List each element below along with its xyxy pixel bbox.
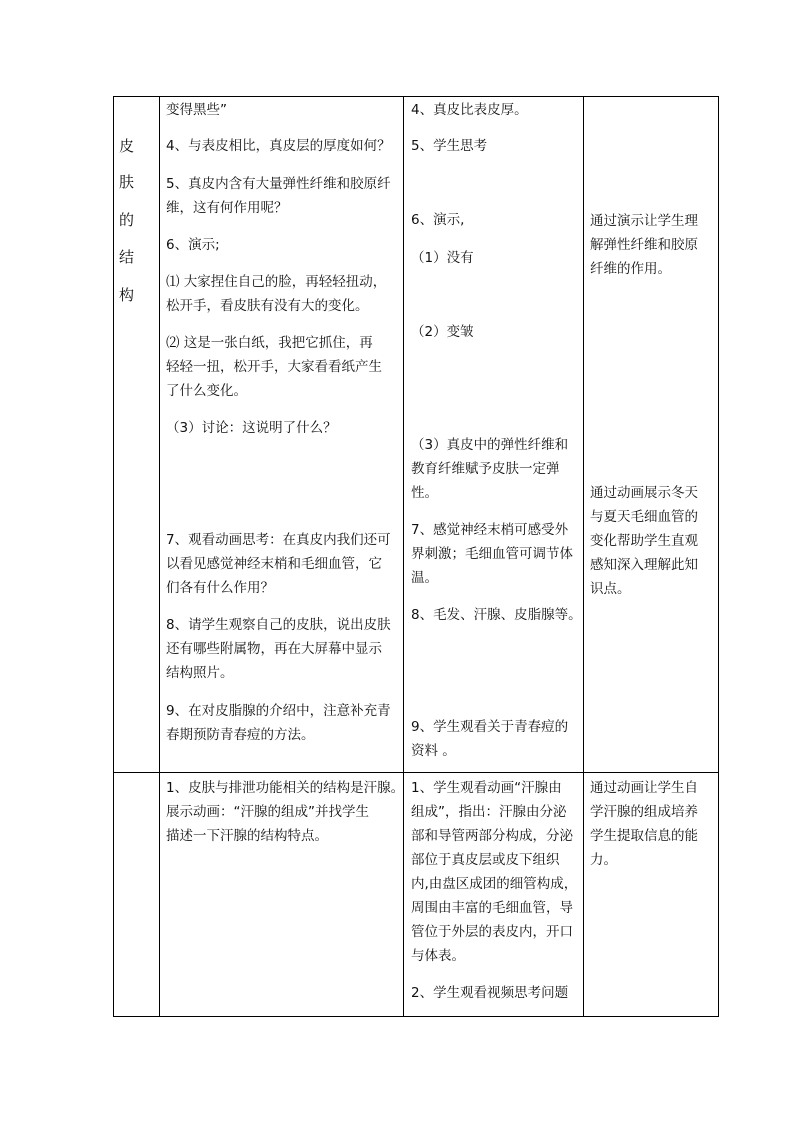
row-divider (113, 772, 719, 773)
intent-text: 感知深入理解此知 (590, 557, 698, 573)
student-text: 1、学生观看动画“汗腺由 (411, 780, 562, 796)
student-text: 部和导管两部分构成，分泌 (411, 828, 573, 844)
table-divider-2 (403, 96, 404, 1017)
section-label-char: 肤 (119, 173, 135, 191)
teacher-text: 轻轻一扭，松开手，大家看看纸产生 (166, 359, 382, 375)
intent-text: 力。 (590, 852, 617, 868)
section-label-char: 的 (119, 211, 135, 229)
teacher-text: 1、皮肤与排泄功能相关的结构是汗腺。 (166, 780, 405, 796)
intent-text: 通过动画展示冬天 (590, 485, 698, 501)
teacher-text: ⑴ 大家捏住自己的脸，再轻轻扭动， (166, 274, 387, 290)
teacher-text: 4、与表皮相比，真皮层的厚度如何？ (166, 138, 391, 154)
table-divider-3 (583, 96, 584, 1017)
teacher-text: 春期预防青春痘的方法。 (166, 727, 315, 743)
intent-text: 学生提取信息的能 (590, 828, 698, 844)
intent-text: 识点。 (590, 581, 631, 597)
teacher-text: 了什么变化。 (166, 383, 247, 399)
table-divider-1 (159, 96, 160, 1017)
intent-text: 与夏天毛细血管的 (590, 509, 698, 525)
student-text: （3）真皮中的弹性纤维和 (411, 437, 569, 453)
table-border-left (113, 96, 114, 1017)
table-border-bottom (113, 1016, 719, 1017)
teacher-text: ⑵ 这是一张白纸，我把它抓住，再 (166, 335, 373, 351)
student-text: 界刺激；毛细血管可调节体 (411, 546, 573, 562)
student-text: （1）没有 (411, 250, 474, 266)
teacher-text: 变得黑些” (166, 102, 227, 118)
table-border-right (718, 96, 719, 1017)
teacher-text: 9、在对皮脂腺的介绍中，注意补充青 (166, 703, 391, 719)
student-text: 7、感觉神经末梢可感受外 (411, 522, 569, 538)
student-text: 组成”，指出：汗腺由分泌 (411, 804, 567, 820)
student-text: 4、真皮比表皮厚。 (411, 102, 528, 118)
teacher-text: 8、请学生观察自己的皮肤，说出皮肤 (166, 617, 391, 633)
student-text: 2、学生观看视频思考问题 (411, 985, 569, 1001)
teacher-text: 5、真皮内含有大量弹性纤维和胶原纤 (166, 176, 391, 192)
student-text: 6、演示, (411, 212, 465, 228)
student-text: （2）变皱 (411, 324, 474, 340)
section-label-char: 结 (119, 248, 135, 266)
intent-text: 通过动画让学生自 (590, 780, 698, 796)
teacher-text: 6、演示; (166, 237, 220, 253)
student-text: 周围由丰富的毛细血管，导 (411, 900, 573, 916)
intent-text: 通过演示让学生理 (590, 213, 698, 229)
teacher-text: 7、观看动画思考：在真皮内我们还可 (166, 532, 391, 548)
student-text: 教育纤维赋予皮肤一定弹 (411, 461, 560, 477)
teacher-text: 展示动画：“汗腺的组成”并找学生 (166, 804, 369, 820)
teacher-text: 还有哪些附属物，再在大屏幕中显示 (166, 641, 382, 657)
teacher-text: 维，这有何作用呢？ (166, 200, 288, 216)
table-border-top (113, 96, 719, 97)
section-label-char: 构 (119, 286, 135, 304)
student-text: 管位于外层的表皮内，开口 (411, 924, 573, 940)
intent-text: 纤维的作用。 (590, 261, 671, 277)
teacher-text: 松开手，看皮肤有没有大的变化。 (166, 298, 369, 314)
student-text: 温。 (411, 570, 438, 586)
student-text: 9、学生观看关于青春痘的 (411, 719, 569, 735)
teacher-text: 们各有什么作用？ (166, 580, 274, 596)
section-label-char: 皮 (119, 137, 135, 155)
student-text: 5、学生思考 (411, 138, 488, 154)
student-text: 性。 (411, 485, 438, 501)
student-text: 内,由盘区成团的细管构成， (411, 876, 578, 892)
intent-text: 解弹性纤维和胶原 (590, 237, 698, 253)
teacher-text: 描述一下汗腺的结构特点。 (166, 828, 328, 844)
student-text: 部位于真皮层或皮下组织 (411, 852, 560, 868)
student-text: 8、毛发、汗腺、皮脂腺等。 (411, 607, 582, 623)
teacher-text: 结构照片。 (166, 665, 234, 681)
teacher-text: （3）讨论：这说明了什么？ (166, 420, 337, 436)
student-text: 资料 。 (411, 743, 456, 759)
teacher-text: 以看见感觉神经末梢和毛细血管，它 (166, 556, 382, 572)
intent-text: 学汗腺的组成培养 (590, 804, 698, 820)
student-text: 与体表。 (411, 948, 465, 964)
intent-text: 变化帮助学生直观 (590, 533, 698, 549)
